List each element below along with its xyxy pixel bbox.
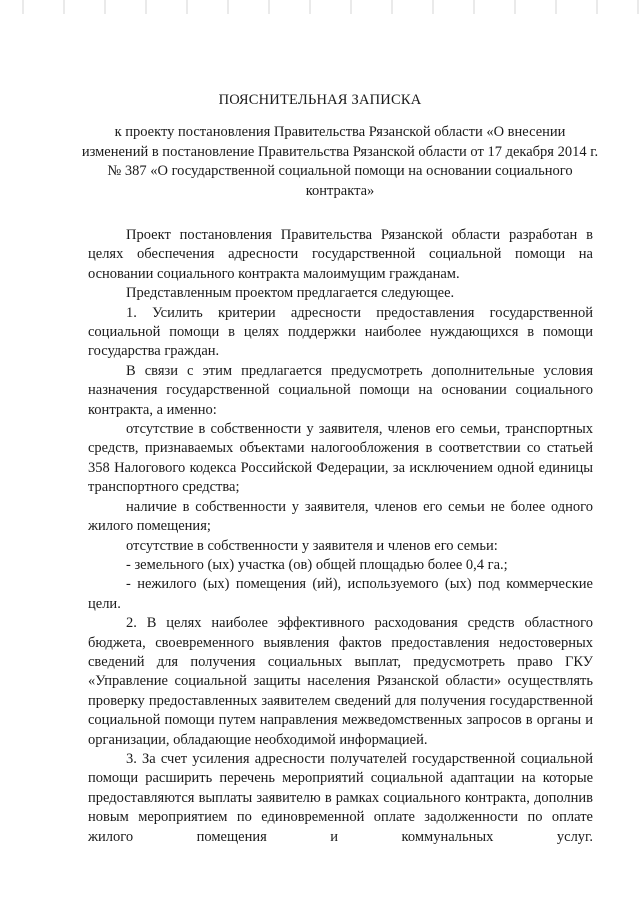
paragraph-intro: Представленным проектом предлагается следующее.	[126, 285, 455, 302]
document-body	[88, 226, 593, 847]
document-subject: к проекту постановления Правительства Рязанской области «О внесении изменений в постановление Правительства Рязанской области от 17 декабря 2014 г. № 387 «О государственной социальной помощи на основании социального контракта»	[81, 124, 599, 199]
paragraph-item-2: 2. В целях наиболее эффективного расходования средств областного бюджета, своевременного выявления фактов предоставления недостоверных сведений для получения социальных выплат, предусмотреть право ГКУ «Управление социальной защиты населения Рязанской области» осуществлять проверку предоставленных заявителем сведений для получения государственной социальной помощи путем направления межведомственных запросов в органы и организации, обладающие необходимой информацией.	[88, 615, 593, 748]
paragraph-condition-vehicles: отсутствие в собственности у заявителя, членов его семьи, транспортных средств, признаваемых объектами налогообложения в соответствии со статьей 358 Налогового кодекса Российской Федерации, за исключением одной единицы транспортного средства;	[88, 421, 593, 496]
paragraph-item-1: 1. Усилить критерии адресности предоставления государственной социальной помощи в целях поддержки наиболее нуждающихся в помощи государства граждан.	[88, 304, 593, 360]
paragraph-item-3: 3. За счет усиления адресности получателей государственной социальной помощи расширить перечень мероприятий социальной адаптации на которые предоставляются выплаты заявителю в рамках социального контракта, дополнив новым мероприятием по единовременной оплате задолженности по оплате жилого помещения и коммунальных услуг.	[88, 750, 593, 845]
scan-edge-artifact	[0, 0, 640, 14]
paragraph-condition-property: отсутствие в собственности у заявителя и членов его семьи:	[126, 537, 498, 554]
paragraph-condition-housing: наличие в собственности у заявителя, членов его семьи не более одного жилого помещения;	[88, 498, 593, 535]
paragraph-condition-commercial: - нежилого (ых) помещения (ий), используемого (ых) под коммерческие цели.	[88, 576, 593, 612]
paragraph-conditions: В связи с этим предлагается предусмотреть дополнительные условия назначения государственной социальной помощи на основании социального контракта, а именно:	[88, 362, 593, 418]
document-title: ПОЯСНИТЕЛЬНАЯ ЗАПИСКА	[218, 92, 422, 108]
paragraph-purpose: Проект постановления Правительства Рязанской области разработан в целях обеспечения адресности государственной социальной помощи на основании социального контракта малоимущим гражданам.	[88, 227, 593, 282]
paragraph-condition-land: - земельного (ых) участка (ов) общей площадью более 0,4 га.;	[126, 556, 508, 573]
